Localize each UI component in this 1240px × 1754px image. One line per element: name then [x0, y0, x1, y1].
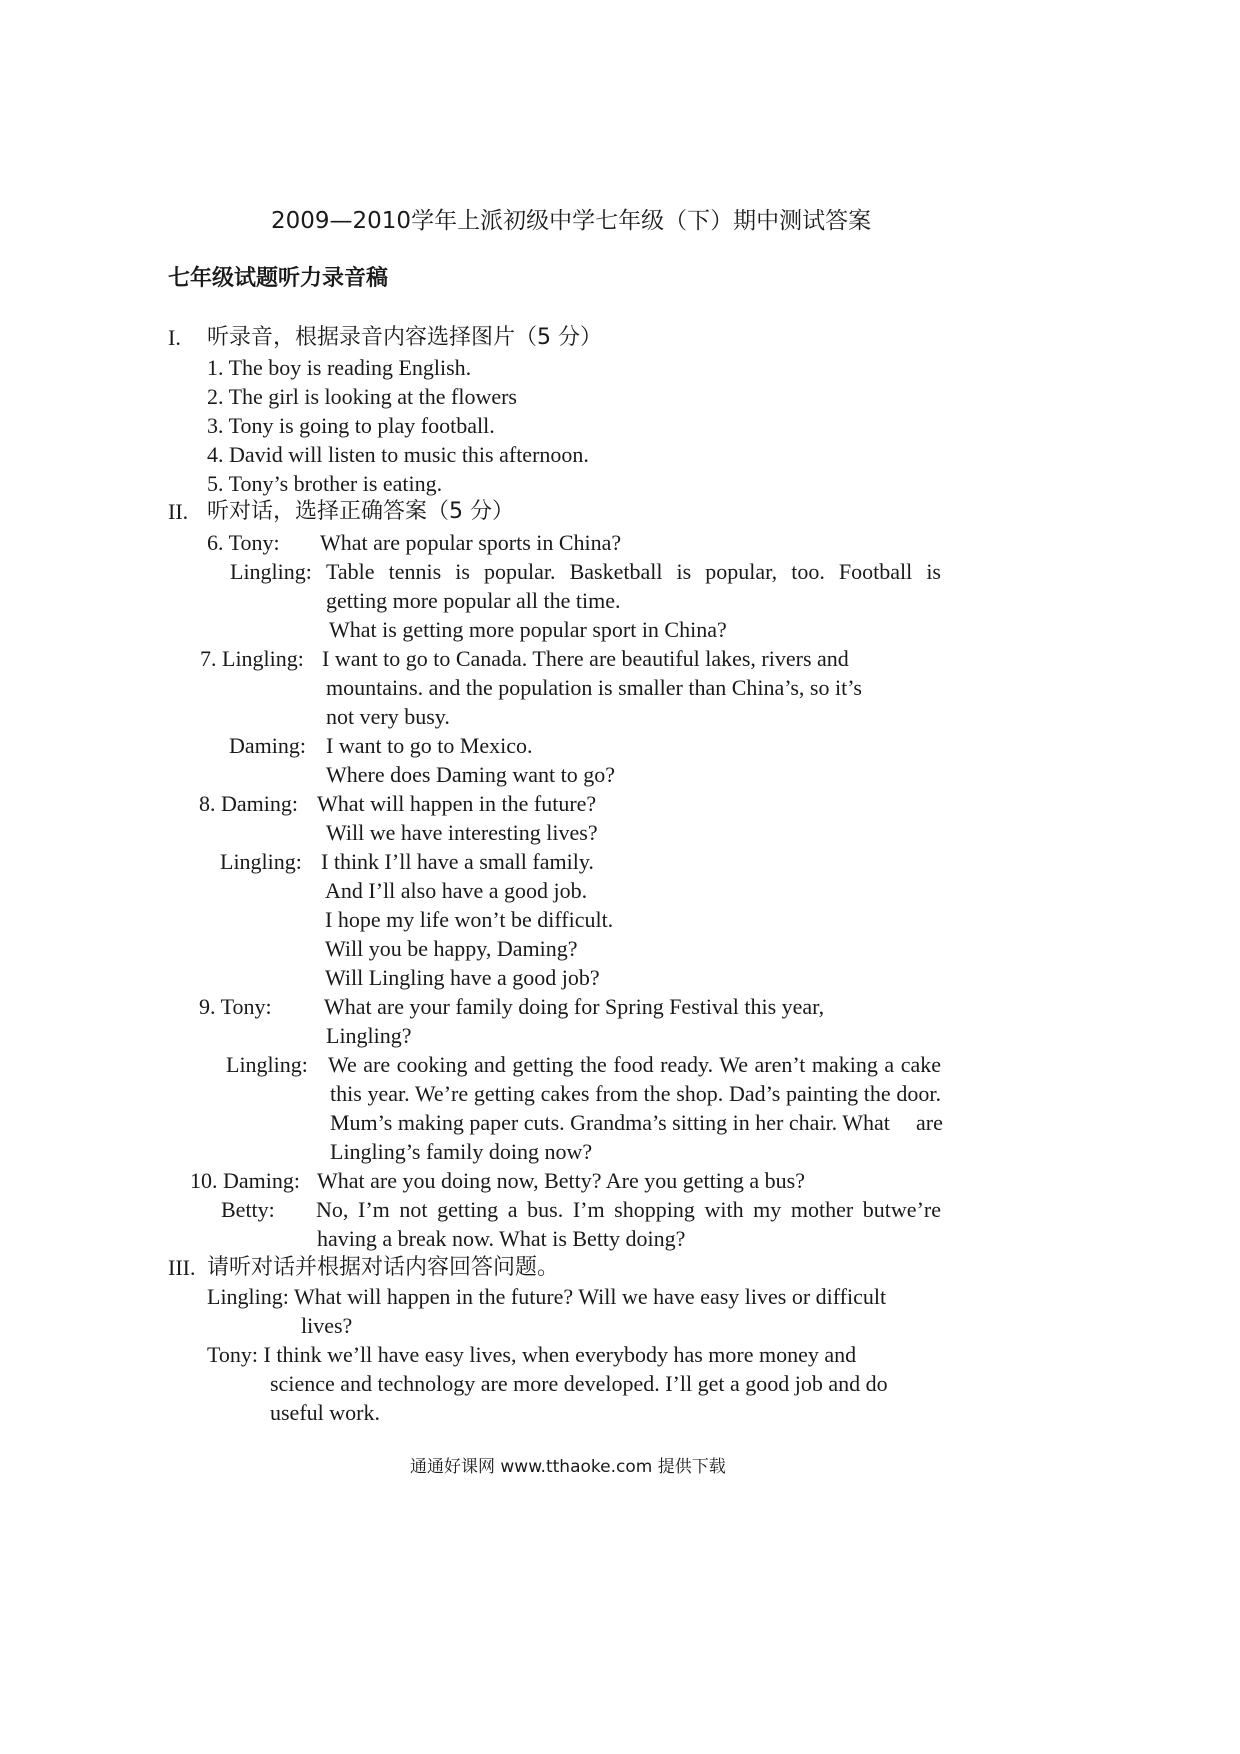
section-2-heading: 听对话，选择正确答案（5 分） — [207, 499, 514, 524]
q8-speaker-1: 8. Daming: — [199, 791, 298, 816]
q7-speaker-1: 7. Lingling: — [200, 646, 304, 671]
q8-line-6: Will you be happy, Daming? — [325, 936, 578, 961]
q9-line-2: Lingling? — [326, 1023, 412, 1048]
q9-line-5: Mum’s making paper cuts. Grandma’s sitting in her chair. What — [330, 1110, 890, 1135]
section-2-numeral: II. — [168, 499, 189, 524]
q8-line-3: I think I’ll have a small family. — [321, 849, 594, 874]
section-1-heading: 听录音，根据录音内容选择图片（5 分） — [207, 325, 602, 350]
list-item: 2. The girl is looking at the flowers — [207, 384, 517, 409]
q10-speaker-2: Betty: — [221, 1197, 275, 1222]
q8-speaker-2: Lingling: — [220, 849, 302, 874]
q6-line-3: getting more popular all the time. — [326, 588, 621, 613]
section-3-numeral: III. — [168, 1255, 196, 1280]
q10-line-1: What are you doing now, Betty? Are you getting a bus? — [317, 1168, 805, 1193]
q8-line-5: I hope my life won’t be difficult. — [325, 907, 614, 932]
q7-line-2: mountains. and the population is smaller than China’s, so it’s — [326, 675, 862, 700]
list-item: 3. Tony is going to play football. — [207, 413, 495, 438]
section-3-heading: 请听对话并根据对话内容回答问题。 — [207, 1255, 560, 1280]
page-footer: 通通好课网 www.tthaoke.com 提供下载 — [410, 1457, 726, 1477]
q7-speaker-2: Daming: — [229, 733, 306, 758]
q6-question: What is getting more popular sport in China? — [329, 617, 727, 642]
q7-line-3: not very busy. — [326, 704, 450, 729]
q9-line-1: What are your family doing for Spring Festival this year, — [324, 994, 825, 1019]
q9-line-6: Lingling’s family doing now? — [330, 1139, 593, 1164]
q9-speaker-1: 9. Tony: — [199, 994, 272, 1019]
q6-line-1: What are popular sports in China? — [320, 530, 622, 555]
section-3-line: Tony: I think we’ll have easy lives, when everybody has more money and — [207, 1342, 857, 1367]
q7-question: Where does Daming want to go? — [326, 762, 615, 787]
q10-line-3: having a break now. What is Betty doing? — [317, 1226, 686, 1251]
page-title: 2009—2010学年上派初级中学七年级（下）期中测试答案 — [271, 208, 872, 234]
q7-line-4: I want to go to Mexico. — [326, 733, 533, 758]
section-3-line: Lingling: What will happen in the future? Will we have easy lives or difficult — [207, 1284, 887, 1309]
q8-line-4: And I’ll also have a good job. — [325, 878, 588, 903]
section-3-line: useful work. — [270, 1400, 380, 1425]
list-item: 5. Tony’s brother is eating. — [207, 471, 443, 496]
q9-line-4: this year. We’re getting cakes from the shop. Dad’s painting the door. — [330, 1081, 941, 1106]
list-item: 1. The boy is reading English. — [207, 355, 472, 380]
q6-speaker-1: 6. Tony: — [207, 530, 280, 555]
q6-speaker-2: Lingling: — [230, 559, 312, 584]
section-subtitle: 七年级试题听力录音稿 — [168, 266, 389, 291]
q9-line-3: We are cooking and getting the food ready. We aren’t making a cake — [328, 1052, 941, 1077]
q8-line-2: Will we have interesting lives? — [326, 820, 598, 845]
q9-line-5-end: are — [916, 1110, 943, 1135]
q8-line-1: What will happen in the future? — [317, 791, 597, 816]
section-3-line: science and technology are more developed. I’ll get a good job and do — [270, 1371, 888, 1396]
q6-line-2: Table tennis is popular. Basketball is popular, too. Football is — [326, 559, 941, 584]
q9-speaker-2: Lingling: — [226, 1052, 308, 1077]
q10-line-2: No, I’m not getting a bus. I’m shopping with my mother butwe’re — [316, 1197, 941, 1222]
q8-question: Will Lingling have a good job? — [325, 965, 600, 990]
q7-line-1: I want to go to Canada. There are beautiful lakes, rivers and — [322, 646, 849, 671]
list-item: 4. David will listen to music this afternoon. — [207, 442, 589, 467]
q10-speaker-1: 10. Daming: — [190, 1168, 300, 1193]
section-1-numeral: I. — [168, 325, 181, 350]
section-3-line: lives? — [301, 1313, 353, 1338]
